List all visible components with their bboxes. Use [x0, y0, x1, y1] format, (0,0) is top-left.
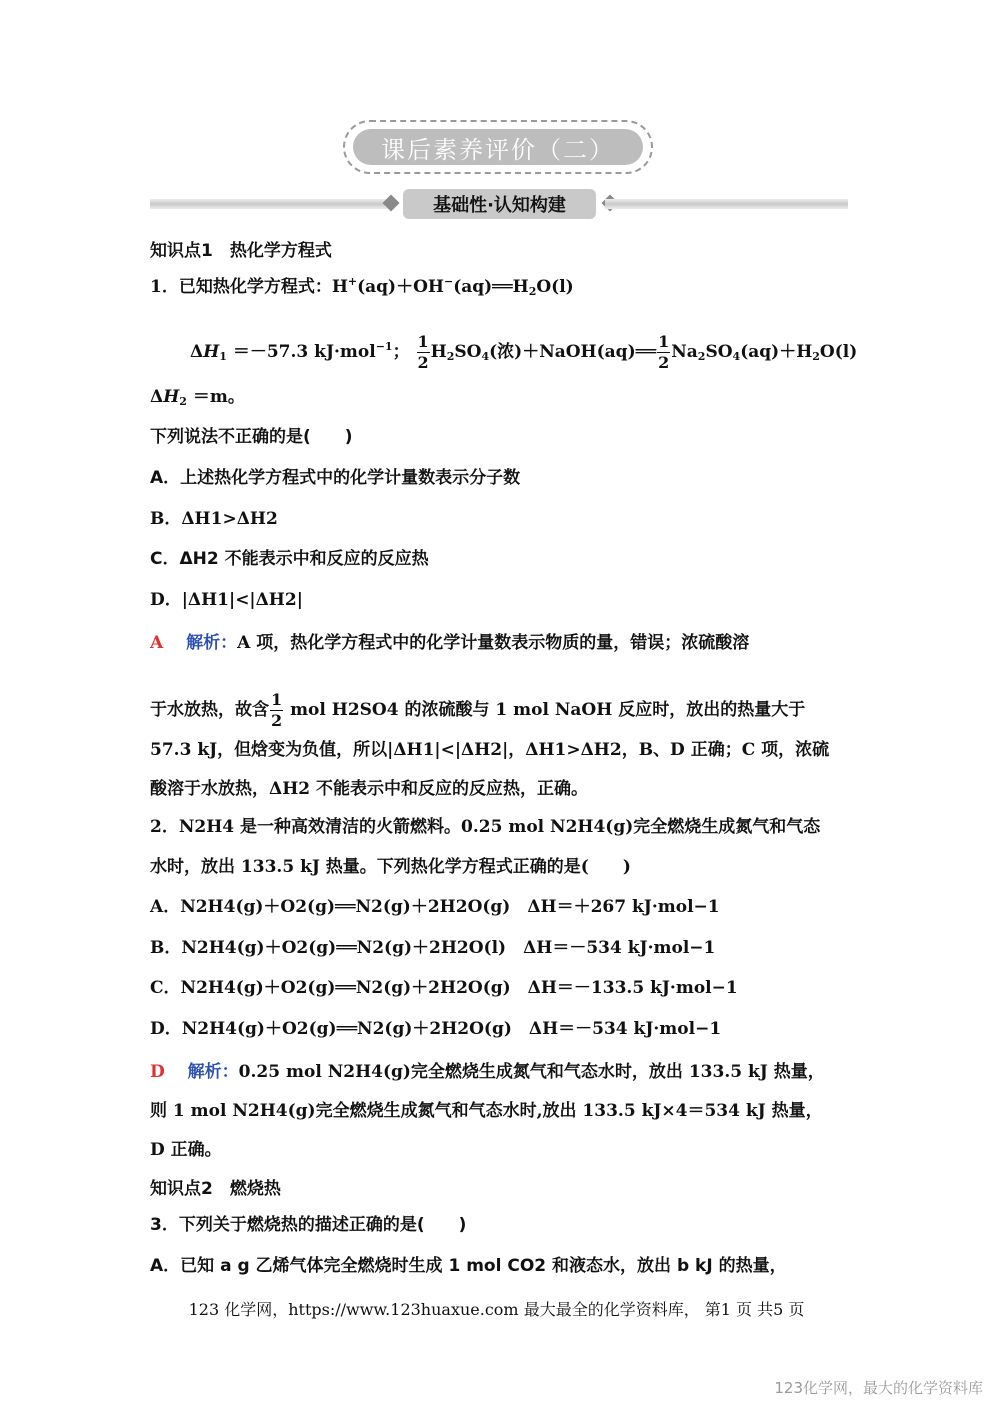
q2-option-b: B．N2H4(g)＋O2(g)══N2(g)＋2H2O(l) ΔH＝－534 kJ·mol−1 [150, 938, 716, 958]
q3-option-a: A．已知 a g 乙烯气体完全燃烧时生成 1 mol CO2 和液态水，放出 b kJ 的热量， [150, 1256, 787, 1276]
page-footer: 123 化学网，https://www.123huaxue.com 最大最全的化学资料库， 第1 页 共5 页 [188, 1300, 805, 1319]
q1-answer: A [150, 633, 164, 653]
q1-equation-line: $\Delta H_1 =-57.3$ kJ·mol$^{-1}$； $\frac{1}{2}$ $H_2SO_4$(浓)＋NaOH(aq)══ $\frac{1}{2}$ $Na_2SO_4(aq)+H_2O(l)$ [190, 332, 858, 372]
fraction-half: $\frac{1}{2}$ [658, 332, 670, 372]
section-banner: 基础性·认知构建 [403, 189, 596, 219]
q1-analysis-line-3: 57.3 kJ，但焓变为负值，所以|ΔH1|<|ΔH2|，ΔH1>ΔH2，B、D 正确；C 项，浓硫 [150, 740, 830, 760]
knowledge-point-1: 知识点1 热化学方程式 [150, 241, 332, 261]
site-watermark: 123化学网，最大的化学资料库 [774, 1379, 983, 1397]
fraction-half: $\frac{1}{2}$ [417, 332, 429, 372]
banner-line-right [605, 199, 848, 209]
q1-analysis-label: 解析： [186, 633, 238, 653]
q1-analysis-line-4: 酸溶于水放热，ΔH2 不能表示中和反应的反应热，正确。 [150, 779, 588, 799]
knowledge-point-2: 知识点2 燃烧热 [150, 1179, 281, 1199]
q1-stem: 1．已知热化学方程式：$H^+(aq)+OH^-(aq)══H_2O(l)$ [150, 275, 574, 298]
q2-analysis-line-3: D 正确。 [150, 1140, 222, 1160]
q2-analysis-line-2: 则 1 mol N2H4(g)完全燃烧生成氮气和气态水时,放出 133.5 kJ×4＝534 kJ 热量， [150, 1101, 823, 1121]
q1-option-c: C．ΔH2 不能表示中和反应的反应热 [150, 549, 429, 569]
banner-line-left [150, 199, 390, 209]
q1-analysis-line-1: A 解析：A 项，热化学方程式中的化学计量数表示物质的量，错误；浓硫酸溶 [150, 633, 750, 653]
q2-analysis-label: 解析： [187, 1062, 239, 1082]
q1-dh2: $\Delta H_2 =m$。 [150, 387, 245, 408]
q2-stem-2: 水时，放出 133.5 kJ 热量。下列热化学方程式正确的是( ) [150, 857, 631, 877]
q1-question: 下列说法不正确的是( ) [150, 427, 353, 447]
fraction-half: $\frac{1}{2}$ [271, 690, 283, 730]
q2-option-c: C．N2H4(g)＋O2(g)══N2(g)＋2H2O(g) ΔH＝－133.5 kJ·mol−1 [150, 978, 738, 998]
q2-analysis-line-1: D 解析：0.25 mol N2H4(g)完全燃烧生成氮气和气态水时，放出 133.5 kJ 热量， [150, 1062, 825, 1082]
q1-analysis-line-2: 于水放热，故含 $\frac{1}{2}$ mol H2SO4 的浓硫酸与 1 mol NaOH 反应时，放出的热量大于 [150, 690, 806, 730]
title-pill [343, 120, 653, 174]
page-title: 课后素养评价（二） [353, 129, 643, 165]
q1-option-b: B．ΔH1>ΔH2 [150, 509, 278, 529]
q1-option-d: D．|ΔH1|<|ΔH2| [150, 590, 303, 610]
q2-answer: D [150, 1062, 165, 1082]
q1-option-a: A．上述热化学方程式中的化学计量数表示分子数 [150, 468, 521, 488]
q2-stem-1: 2．N2H4 是一种高效清洁的火箭燃料。0.25 mol N2H4(g)完全燃烧生成氮气和气态 [150, 817, 821, 837]
q3-stem: 3．下列关于燃烧热的描述正确的是( ) [150, 1215, 467, 1235]
q2-option-a: A．N2H4(g)＋O2(g)══N2(g)＋2H2O(g) ΔH＝＋267 kJ·mol−1 [150, 897, 720, 917]
q2-option-d: D．N2H4(g)＋O2(g)══N2(g)＋2H2O(g) ΔH＝－534 kJ·mol−1 [150, 1019, 722, 1039]
